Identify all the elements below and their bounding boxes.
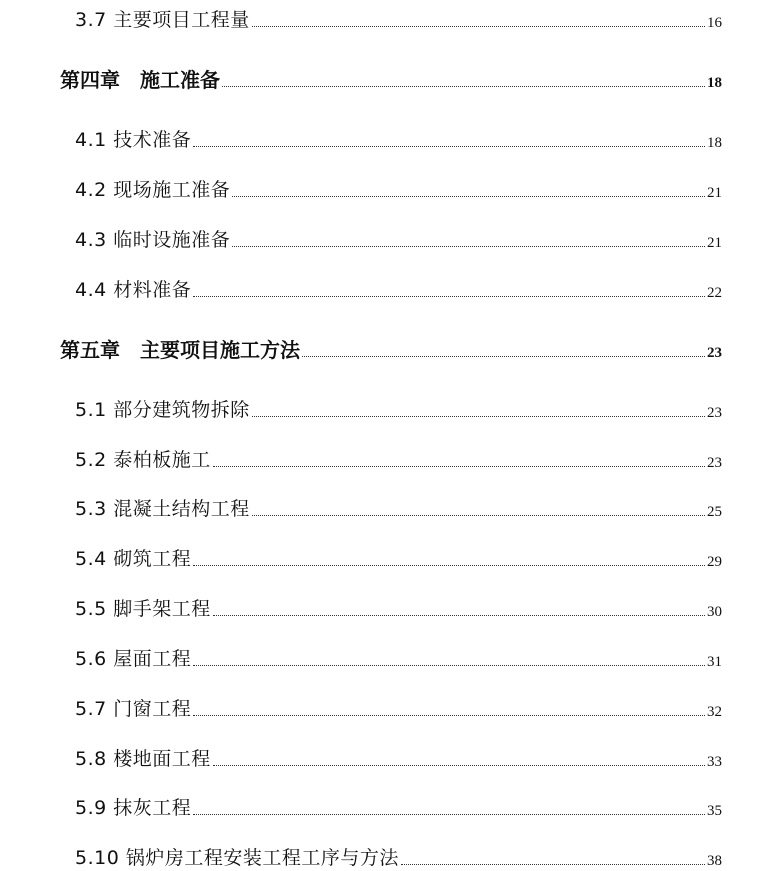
toc-entry-label: 5.9 抹灰工程 xyxy=(75,797,192,819)
toc-entry-4-3[interactable] xyxy=(75,228,722,252)
toc-page-number: 38 xyxy=(707,853,722,869)
toc-entry-label: 4.2 现场施工准备 xyxy=(75,179,231,201)
toc-entry-5-5[interactable] xyxy=(75,597,722,621)
toc-entry-4-4[interactable] xyxy=(75,278,722,302)
toc-chapter-label: 第四章 施工准备 xyxy=(60,68,220,92)
toc-page-number: 33 xyxy=(707,754,722,770)
toc-page-number: 21 xyxy=(707,235,722,251)
toc-entry-4-1[interactable] xyxy=(75,128,722,152)
toc-page-number: 35 xyxy=(707,803,722,819)
toc-entry-3-7[interactable] xyxy=(75,8,722,32)
dot-leader xyxy=(213,615,705,616)
toc-entry-5-10[interactable] xyxy=(75,846,722,870)
toc-entry-label: 3.7 主要项目工程量 xyxy=(75,9,250,31)
dot-leader xyxy=(302,356,705,357)
dot-leader xyxy=(193,146,705,147)
toc-entry-label: 5.5 脚手架工程 xyxy=(75,598,211,620)
toc-page-number: 32 xyxy=(707,704,722,720)
toc-page-number: 31 xyxy=(707,654,722,670)
toc-page-number: 23 xyxy=(707,345,722,361)
dot-leader xyxy=(193,565,705,566)
toc-entry-5-3[interactable] xyxy=(75,497,722,521)
toc-entry-5-4[interactable] xyxy=(75,547,722,571)
toc-chapter-4[interactable] xyxy=(60,68,722,92)
toc-entry-label: 5.6 屋面工程 xyxy=(75,648,192,670)
toc-entry-label: 5.8 楼地面工程 xyxy=(75,748,211,770)
toc-entry-label: 4.3 临时设施准备 xyxy=(75,229,231,251)
toc-page-number: 23 xyxy=(707,405,722,421)
toc-page-number: 29 xyxy=(707,554,722,570)
toc-entry-label: 5.10 锅炉房工程安装工程工序与方法 xyxy=(75,847,399,869)
toc-entry-5-1[interactable] xyxy=(75,398,722,422)
toc-entry-4-2[interactable] xyxy=(75,178,722,202)
toc-entry-label: 5.3 混凝土结构工程 xyxy=(75,498,250,520)
dot-leader xyxy=(252,416,705,417)
dot-leader xyxy=(193,715,705,716)
dot-leader xyxy=(252,515,705,516)
dot-leader xyxy=(213,466,705,467)
toc-entry-5-9[interactable] xyxy=(75,796,722,820)
dot-leader xyxy=(193,296,705,297)
toc-entry-5-6[interactable] xyxy=(75,647,722,671)
toc-entry-label: 5.4 砌筑工程 xyxy=(75,548,192,570)
toc-entry-label: 4.4 材料准备 xyxy=(75,279,192,301)
dot-leader xyxy=(213,765,705,766)
toc-entry-5-8[interactable] xyxy=(75,747,722,771)
toc-entry-label: 5.1 部分建筑物拆除 xyxy=(75,399,250,421)
toc-page-number: 22 xyxy=(707,285,722,301)
toc-page-number: 18 xyxy=(707,75,722,91)
toc-page-number: 21 xyxy=(707,185,722,201)
dot-leader xyxy=(252,26,705,27)
toc-chapter-5[interactable] xyxy=(60,338,722,362)
dot-leader xyxy=(401,864,705,865)
dot-leader xyxy=(232,246,705,247)
toc-page-number: 16 xyxy=(707,15,722,31)
toc-entry-5-7[interactable] xyxy=(75,697,722,721)
toc-page-number: 30 xyxy=(707,604,722,620)
toc-page-number: 25 xyxy=(707,504,722,520)
toc-page-number: 23 xyxy=(707,455,722,471)
dot-leader xyxy=(193,814,705,815)
toc-entry-label: 5.2 泰柏板施工 xyxy=(75,449,211,471)
dot-leader xyxy=(222,86,705,87)
toc-entry-label: 5.7 门窗工程 xyxy=(75,698,192,720)
toc-entry-label: 4.1 技术准备 xyxy=(75,129,192,151)
toc-page-number: 18 xyxy=(707,135,722,151)
dot-leader xyxy=(193,665,705,666)
toc-chapter-label: 第五章 主要项目施工方法 xyxy=(60,338,300,362)
toc-entry-5-2[interactable] xyxy=(75,448,722,472)
dot-leader xyxy=(232,196,705,197)
